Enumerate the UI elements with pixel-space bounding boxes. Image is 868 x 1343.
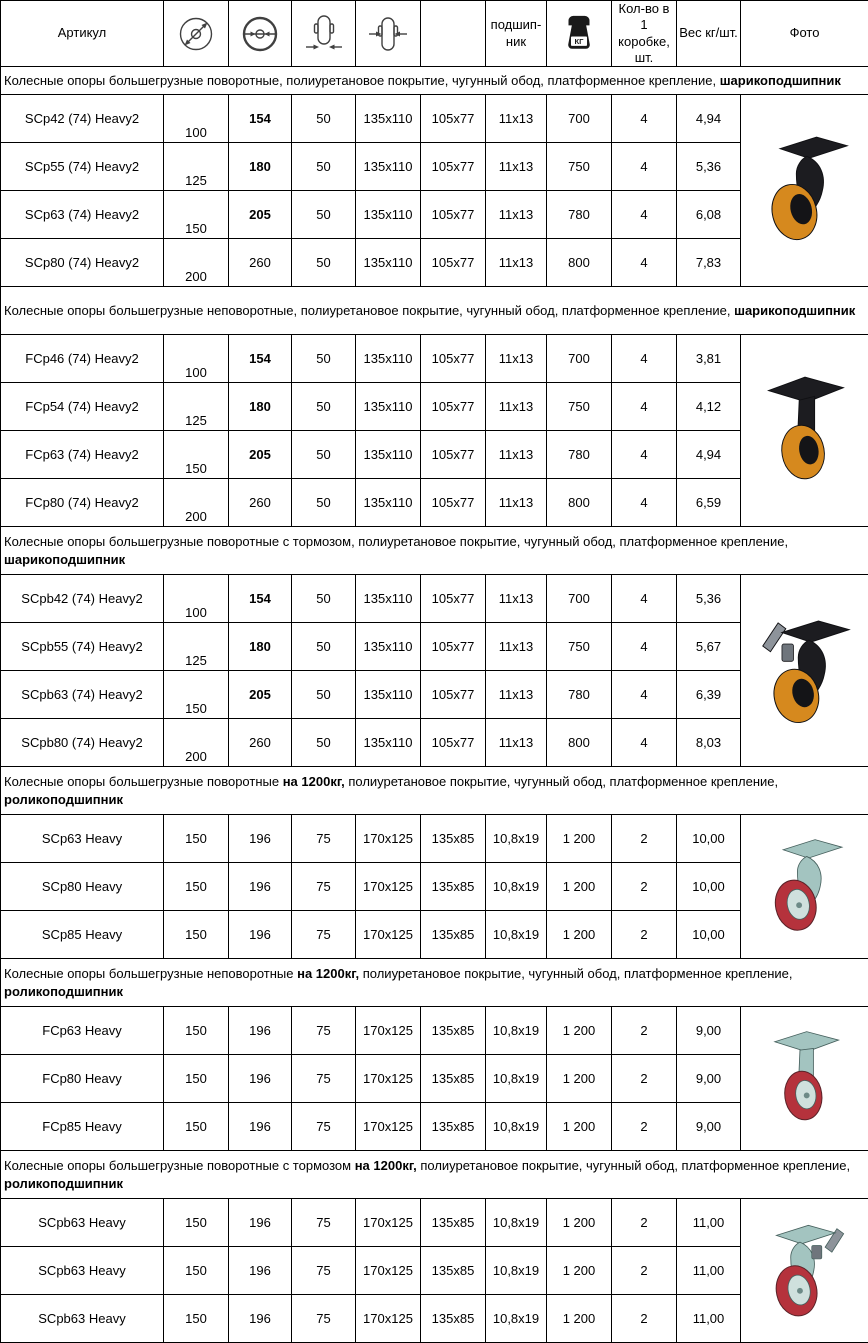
- weight-cell: 9,00: [677, 1007, 741, 1055]
- height-cell: 196: [229, 1103, 292, 1151]
- load-cell: 780: [547, 431, 612, 479]
- height-cell: 205: [229, 671, 292, 719]
- width-cell: 75: [292, 1055, 356, 1103]
- article-cell: SCp80 (74) Heavy2: [1, 239, 164, 287]
- load-cell: 1 200: [547, 863, 612, 911]
- section-title-row: [1, 767, 868, 815]
- diameter-cell: 100: [164, 95, 229, 143]
- qty-cell: 2: [612, 1103, 677, 1151]
- diameter-cell: 125: [164, 383, 229, 431]
- bolt-holes-cell: 135x85: [421, 1199, 486, 1247]
- bolt-holes-cell: 135x85: [421, 1295, 486, 1343]
- bolt-holes-cell: 105x77: [421, 671, 486, 719]
- section-title: Колесные опоры большегрузные неповоротные, полиуретановое покрытие, чугунный обод, платформенное крепление, шарикоподшипник: [1, 287, 868, 335]
- table-row: [1, 815, 868, 863]
- height-cell: 180: [229, 623, 292, 671]
- plate-cell: 135x110: [356, 191, 421, 239]
- qty-cell: 4: [612, 671, 677, 719]
- bolt-holes-cell: 105x77: [421, 575, 486, 623]
- bolt-holes-cell: 105x77: [421, 143, 486, 191]
- qty-cell: 2: [612, 911, 677, 959]
- weight-cell: 11,00: [677, 1247, 741, 1295]
- plate-cell: 170x125: [356, 1103, 421, 1151]
- bolt-holes-cell: 135x85: [421, 863, 486, 911]
- load-cell: 700: [547, 575, 612, 623]
- weight-cell: 10,00: [677, 911, 741, 959]
- diameter-cell: 200: [164, 239, 229, 287]
- height-cell: 260: [229, 239, 292, 287]
- wheel-side-width-icon: [356, 1, 421, 67]
- bearing-cell: 11x13: [486, 239, 547, 287]
- diameter-cell: 150: [164, 1055, 229, 1103]
- bearing-label-line1: подшип-: [488, 17, 544, 33]
- header-row: [1, 1, 868, 67]
- height-cell: 196: [229, 1007, 292, 1055]
- height-cell: 196: [229, 1295, 292, 1343]
- bearing-label-line2: ник: [488, 34, 544, 50]
- bolt-holes-cell: 135x85: [421, 1007, 486, 1055]
- load-cell: 1 200: [547, 1199, 612, 1247]
- article-cell: SCpb55 (74) Heavy2: [1, 623, 164, 671]
- bearing-cell: 10,8x19: [486, 1103, 547, 1151]
- weight-cell: 4,94: [677, 431, 741, 479]
- mount-height-icon: [229, 1, 292, 67]
- table-row: [1, 383, 868, 431]
- bearing-cell: 11x13: [486, 431, 547, 479]
- load-cell: 800: [547, 719, 612, 767]
- fixed-caster-photo: [757, 370, 853, 488]
- bearing-cell: 11x13: [486, 623, 547, 671]
- weight-cell: 3,81: [677, 335, 741, 383]
- qty-cell: 2: [612, 1247, 677, 1295]
- width-cell: 50: [292, 383, 356, 431]
- height-cell: 196: [229, 815, 292, 863]
- table-row: [1, 335, 868, 383]
- qty-cell: 4: [612, 191, 677, 239]
- column-header-bearing: [486, 1, 547, 67]
- article-cell: FCp46 (74) Heavy2: [1, 335, 164, 383]
- diameter-cell: 150: [164, 431, 229, 479]
- table-row: [1, 191, 868, 239]
- table-row: [1, 143, 868, 191]
- qty-cell: 4: [612, 383, 677, 431]
- table-row: [1, 1295, 868, 1343]
- section-title: Колесные опоры большегрузные поворотные, полиуретановое покрытие, чугунный обод, платформенное крепление, шарикоподшипник: [1, 67, 868, 95]
- width-cell: 50: [292, 239, 356, 287]
- width-cell: 75: [292, 1007, 356, 1055]
- kg-weight-icon: [547, 1, 612, 67]
- bearing-cell: 11x13: [486, 383, 547, 431]
- table-row: [1, 239, 868, 287]
- diameter-cell: 150: [164, 863, 229, 911]
- bolt-holes-cell: 105x77: [421, 191, 486, 239]
- bolt-holes-cell: 105x77: [421, 623, 486, 671]
- width-cell: 75: [292, 815, 356, 863]
- article-cell: SCpb63 (74) Heavy2: [1, 671, 164, 719]
- bearing-cell: 10,8x19: [486, 911, 547, 959]
- wheel-width-icon: [292, 1, 356, 67]
- height-cell: 180: [229, 143, 292, 191]
- section-title: Колесные опоры большегрузные поворотные с тормозом на 1200кг, полиуретановое покрытие, чугунный обод, платформенное крепление, роликоподшипник: [1, 1151, 868, 1199]
- article-cell: SCpb80 (74) Heavy2: [1, 719, 164, 767]
- section-title-row: [1, 287, 868, 335]
- height-cell: 196: [229, 863, 292, 911]
- load-cell: 750: [547, 383, 612, 431]
- width-cell: 50: [292, 671, 356, 719]
- qty-cell: 2: [612, 863, 677, 911]
- width-cell: 75: [292, 1103, 356, 1151]
- table-row: [1, 1007, 868, 1055]
- bearing-cell: 11x13: [486, 479, 547, 527]
- table-row: [1, 575, 868, 623]
- diameter-cell: 150: [164, 911, 229, 959]
- weight-cell: 4,94: [677, 95, 741, 143]
- table-row: [1, 1055, 868, 1103]
- bolt-holes-cell: 105x77: [421, 95, 486, 143]
- load-cell: 800: [547, 239, 612, 287]
- weight-cell: 4,12: [677, 383, 741, 431]
- article-cell: SCpb63 Heavy: [1, 1247, 164, 1295]
- qty-cell: 2: [612, 1007, 677, 1055]
- section-title-row: [1, 1151, 868, 1199]
- width-cell: 50: [292, 575, 356, 623]
- bolt-holes-cell: 135x85: [421, 1055, 486, 1103]
- table-row: [1, 431, 868, 479]
- qty-cell: 4: [612, 431, 677, 479]
- table-row: [1, 1103, 868, 1151]
- bearing-cell: 10,8x19: [486, 863, 547, 911]
- load-cell: 700: [547, 95, 612, 143]
- width-cell: 50: [292, 143, 356, 191]
- column-header-bolt-holes: [421, 1, 486, 67]
- plate-cell: 135x110: [356, 479, 421, 527]
- wheel-diameter-icon: [164, 1, 229, 67]
- bolt-holes-cell: 105x77: [421, 431, 486, 479]
- width-cell: 75: [292, 1247, 356, 1295]
- width-cell: 50: [292, 479, 356, 527]
- height-cell: 260: [229, 719, 292, 767]
- height-cell: 154: [229, 95, 292, 143]
- qty-cell: 4: [612, 239, 677, 287]
- height-cell: 180: [229, 383, 292, 431]
- plate-cell: 170x125: [356, 1199, 421, 1247]
- qty-cell: 2: [612, 1295, 677, 1343]
- load-cell: 1 200: [547, 1055, 612, 1103]
- bearing-cell: 10,8x19: [486, 815, 547, 863]
- section-title: Колесные опоры большегрузные поворотные на 1200кг, полиуретановое покрытие, чугунный обод, платформенное крепление, роликоподшипник: [1, 767, 868, 815]
- weight-cell: 6,39: [677, 671, 741, 719]
- table-row: [1, 719, 868, 767]
- product-photo-cell: [741, 1199, 868, 1343]
- product-photo-cell: [741, 815, 868, 959]
- qty-cell: 2: [612, 1199, 677, 1247]
- qty-cell: 4: [612, 143, 677, 191]
- height-cell: 196: [229, 1247, 292, 1295]
- plate-cell: 135x110: [356, 671, 421, 719]
- bolt-holes-cell: 105x77: [421, 239, 486, 287]
- width-cell: 50: [292, 335, 356, 383]
- bolt-holes-cell: 135x85: [421, 911, 486, 959]
- bearing-cell: 11x13: [486, 671, 547, 719]
- article-cell: FCp63 (74) Heavy2: [1, 431, 164, 479]
- plate-cell: 135x110: [356, 239, 421, 287]
- swivel-caster-photo: [757, 130, 853, 248]
- swivel-brake-caster-photo: [763, 1217, 847, 1321]
- diameter-cell: 150: [164, 671, 229, 719]
- load-cell: 1 200: [547, 1295, 612, 1343]
- diameter-cell: 150: [164, 815, 229, 863]
- article-cell: SCp55 (74) Heavy2: [1, 143, 164, 191]
- height-cell: 260: [229, 479, 292, 527]
- load-cell: 1 200: [547, 911, 612, 959]
- qty-cell: 4: [612, 335, 677, 383]
- weight-cell: 5,36: [677, 575, 741, 623]
- height-cell: 196: [229, 911, 292, 959]
- load-cell: 750: [547, 143, 612, 191]
- article-cell: FCp85 Heavy: [1, 1103, 164, 1151]
- bearing-cell: 10,8x19: [486, 1199, 547, 1247]
- diameter-cell: 200: [164, 479, 229, 527]
- bolt-holes-cell: 105x77: [421, 479, 486, 527]
- bearing-cell: 10,8x19: [486, 1007, 547, 1055]
- column-header-photo: Фото: [741, 1, 868, 67]
- table-row: [1, 95, 868, 143]
- qty-cell: 4: [612, 575, 677, 623]
- article-cell: FCp54 (74) Heavy2: [1, 383, 164, 431]
- width-cell: 75: [292, 911, 356, 959]
- bolt-holes-cell: 135x85: [421, 1103, 486, 1151]
- diameter-cell: 100: [164, 335, 229, 383]
- plate-cell: 170x125: [356, 1247, 421, 1295]
- diameter-cell: 150: [164, 1199, 229, 1247]
- load-cell: 800: [547, 479, 612, 527]
- section-title: Колесные опоры большегрузные неповоротные на 1200кг, полиуретановое покрытие, чугунный обод, платформенное крепление, роликоподшипник: [1, 959, 868, 1007]
- load-cell: 1 200: [547, 815, 612, 863]
- bolt-holes-cell: 105x77: [421, 719, 486, 767]
- bolt-holes-cell: 105x77: [421, 383, 486, 431]
- product-photo-cell: [741, 95, 868, 287]
- load-cell: 750: [547, 623, 612, 671]
- width-cell: 50: [292, 191, 356, 239]
- plate-cell: 170x125: [356, 815, 421, 863]
- column-header-article: Артикул: [1, 1, 164, 67]
- diameter-cell: 200: [164, 719, 229, 767]
- table-row: [1, 479, 868, 527]
- diameter-cell: 100: [164, 575, 229, 623]
- plate-cell: 135x110: [356, 335, 421, 383]
- plate-cell: 135x110: [356, 143, 421, 191]
- plate-cell: 170x125: [356, 911, 421, 959]
- table-row: [1, 623, 868, 671]
- plate-cell: 135x110: [356, 575, 421, 623]
- width-cell: 75: [292, 1295, 356, 1343]
- qty-cell: 4: [612, 479, 677, 527]
- height-cell: 205: [229, 431, 292, 479]
- product-photo-cell: [741, 335, 868, 527]
- height-cell: 154: [229, 575, 292, 623]
- weight-cell: 6,59: [677, 479, 741, 527]
- bolt-holes-cell: 105x77: [421, 335, 486, 383]
- bearing-cell: 10,8x19: [486, 1055, 547, 1103]
- weight-cell: 10,00: [677, 815, 741, 863]
- article-cell: SCpb63 Heavy: [1, 1199, 164, 1247]
- plate-cell: 135x110: [356, 623, 421, 671]
- bearing-cell: 11x13: [486, 335, 547, 383]
- article-cell: SCp63 (74) Heavy2: [1, 191, 164, 239]
- section-title-row: [1, 527, 868, 575]
- plate-cell: 135x110: [356, 95, 421, 143]
- bearing-cell: 11x13: [486, 575, 547, 623]
- weight-cell: 11,00: [677, 1295, 741, 1343]
- plate-cell: 170x125: [356, 863, 421, 911]
- weight-cell: 10,00: [677, 863, 741, 911]
- bolt-holes-cell: 135x85: [421, 815, 486, 863]
- weight-cell: 5,67: [677, 623, 741, 671]
- article-cell: SCp80 Heavy: [1, 863, 164, 911]
- diameter-cell: 125: [164, 623, 229, 671]
- plate-cell: 170x125: [356, 1295, 421, 1343]
- article-cell: FCp80 (74) Heavy2: [1, 479, 164, 527]
- load-cell: 780: [547, 671, 612, 719]
- kg-icon-label: КГ: [575, 37, 585, 46]
- swivel-brake-caster-photo: [757, 610, 853, 728]
- width-cell: 50: [292, 431, 356, 479]
- column-header-qty-per-box: Кол-во в 1 коробке, шт.: [612, 1, 677, 67]
- section-title-row: [1, 67, 868, 95]
- table-row: [1, 1247, 868, 1295]
- bearing-cell: 11x13: [486, 191, 547, 239]
- diameter-cell: 150: [164, 1103, 229, 1151]
- column-header-weight: Вес кг/шт.: [677, 1, 741, 67]
- plate-cell: 170x125: [356, 1055, 421, 1103]
- diameter-cell: 150: [164, 1295, 229, 1343]
- diameter-cell: 125: [164, 143, 229, 191]
- diameter-cell: 150: [164, 1007, 229, 1055]
- table-row: [1, 1199, 868, 1247]
- width-cell: 50: [292, 623, 356, 671]
- swivel-caster-photo: [763, 833, 847, 937]
- weight-cell: 8,03: [677, 719, 741, 767]
- load-cell: 1 200: [547, 1103, 612, 1151]
- bearing-cell: 11x13: [486, 95, 547, 143]
- diameter-cell: 150: [164, 1247, 229, 1295]
- article-cell: FCp63 Heavy: [1, 1007, 164, 1055]
- weight-cell: 9,00: [677, 1055, 741, 1103]
- table-row: [1, 911, 868, 959]
- plate-cell: 135x110: [356, 431, 421, 479]
- plate-cell: 170x125: [356, 1007, 421, 1055]
- qty-cell: 2: [612, 1055, 677, 1103]
- article-cell: SCp85 Heavy: [1, 911, 164, 959]
- section-title-row: [1, 959, 868, 1007]
- table-row: [1, 671, 868, 719]
- bearing-cell: 11x13: [486, 143, 547, 191]
- width-cell: 75: [292, 1199, 356, 1247]
- plate-cell: 135x110: [356, 383, 421, 431]
- weight-cell: 6,08: [677, 191, 741, 239]
- load-cell: 700: [547, 335, 612, 383]
- height-cell: 205: [229, 191, 292, 239]
- weight-cell: 9,00: [677, 1103, 741, 1151]
- load-cell: 1 200: [547, 1247, 612, 1295]
- fixed-caster-photo: [763, 1025, 847, 1129]
- article-cell: FCp80 Heavy: [1, 1055, 164, 1103]
- bearing-cell: 10,8x19: [486, 1295, 547, 1343]
- qty-cell: 4: [612, 623, 677, 671]
- product-photo-cell: [741, 1007, 868, 1151]
- article-cell: SCp42 (74) Heavy2: [1, 95, 164, 143]
- weight-cell: 5,36: [677, 143, 741, 191]
- width-cell: 50: [292, 719, 356, 767]
- height-cell: 196: [229, 1199, 292, 1247]
- article-cell: SCp63 Heavy: [1, 815, 164, 863]
- plate-cell: 135x110: [356, 719, 421, 767]
- width-cell: 50: [292, 95, 356, 143]
- height-cell: 154: [229, 335, 292, 383]
- product-photo-cell: [741, 575, 868, 767]
- load-cell: 780: [547, 191, 612, 239]
- bearing-cell: 11x13: [486, 719, 547, 767]
- load-cell: 1 200: [547, 1007, 612, 1055]
- qty-cell: 4: [612, 719, 677, 767]
- qty-cell: 2: [612, 815, 677, 863]
- article-cell: SCpb63 Heavy: [1, 1295, 164, 1343]
- diameter-cell: 150: [164, 191, 229, 239]
- table-row: [1, 863, 868, 911]
- qty-cell: 4: [612, 95, 677, 143]
- width-cell: 75: [292, 863, 356, 911]
- height-cell: 196: [229, 1055, 292, 1103]
- weight-cell: 7,83: [677, 239, 741, 287]
- weight-cell: 11,00: [677, 1199, 741, 1247]
- article-cell: SCpb42 (74) Heavy2: [1, 575, 164, 623]
- bolt-holes-cell: 135x85: [421, 1247, 486, 1295]
- section-title: Колесные опоры большегрузные поворотные с тормозом, полиуретановое покрытие, чугунный обод, платформенное крепление, шарикоподшипник: [1, 527, 868, 575]
- bearing-cell: 10,8x19: [486, 1247, 547, 1295]
